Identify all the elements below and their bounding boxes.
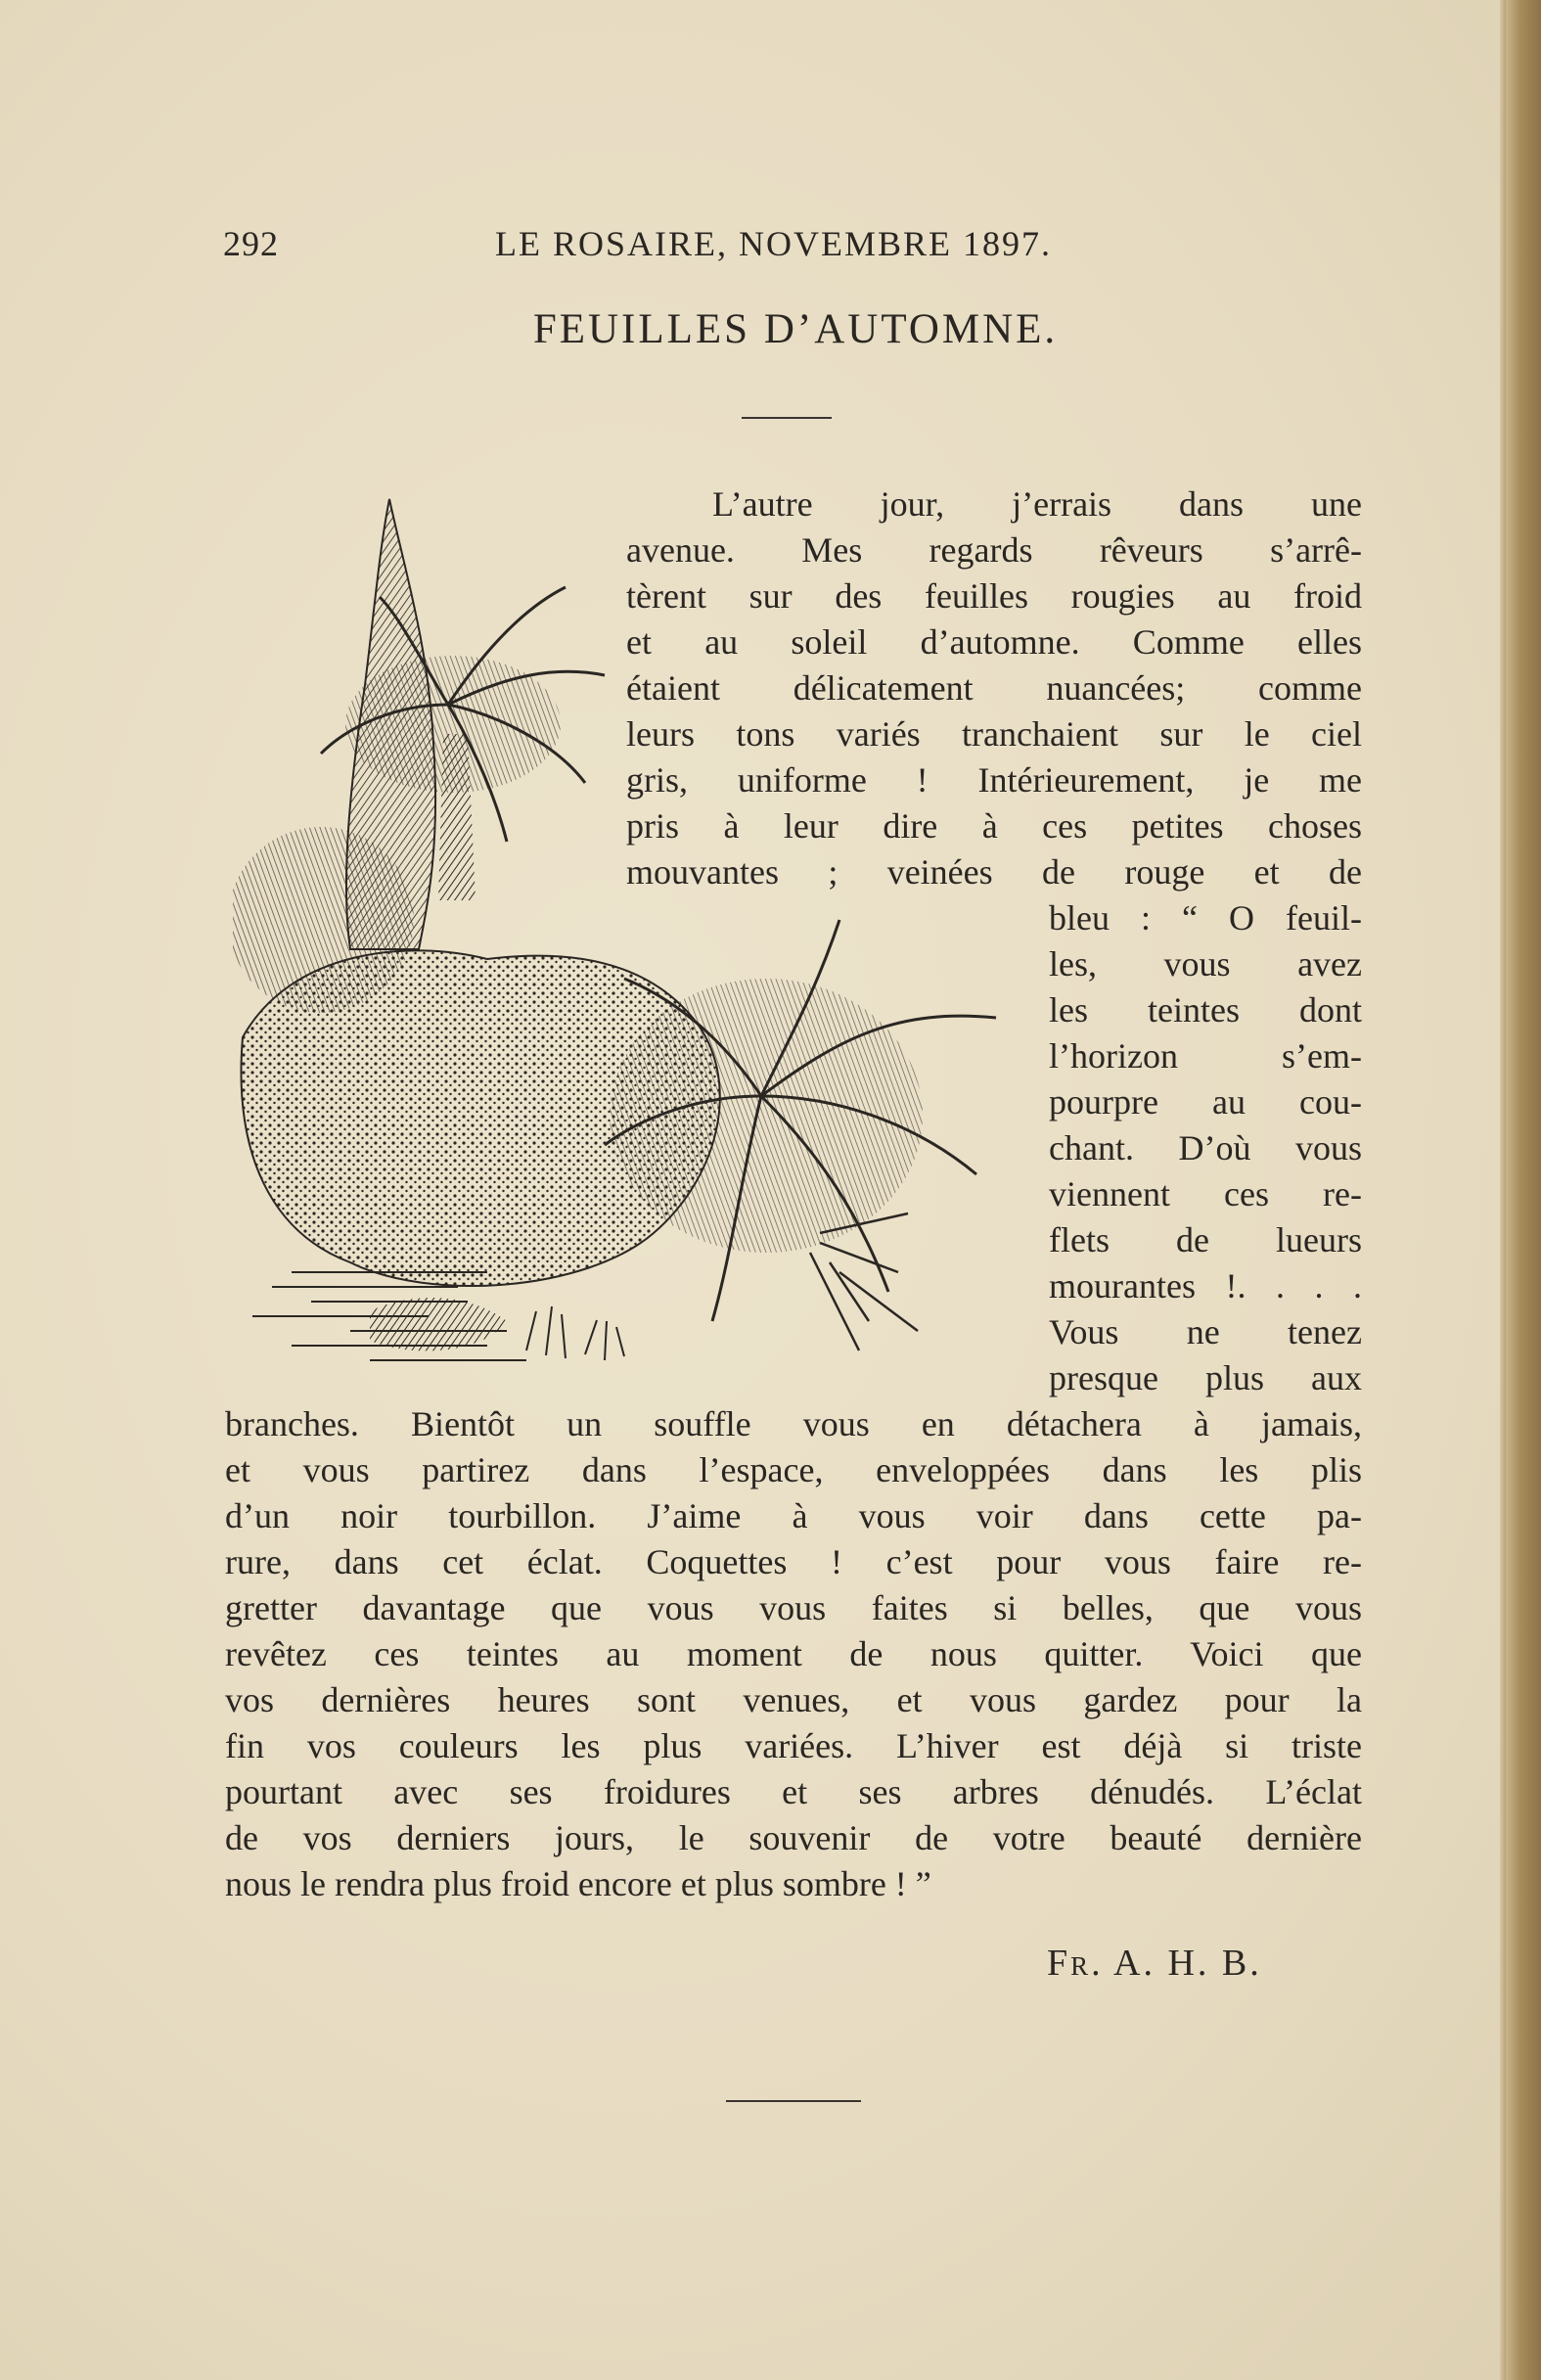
text-line: pris à leur dire à ces petites choses — [626, 806, 1362, 846]
text-line: étaient délicatement nuancées; comme — [626, 668, 1362, 708]
page-number: 292 — [223, 224, 279, 263]
text-line: bleu : “ O feuil- — [1049, 898, 1362, 938]
text-line: l’horizon s’em- — [1049, 1036, 1362, 1076]
title-rule — [742, 417, 832, 419]
text-line: viennent ces re- — [1049, 1174, 1362, 1213]
text-line: les, vous avez — [1049, 944, 1362, 984]
text-line: mourantes !. . . . — [1049, 1266, 1362, 1305]
text-line: gretter davantage que vous vous faites si belles, que vous — [225, 1588, 1362, 1627]
closing-rule — [726, 2100, 861, 2102]
text-line: gris, uniforme ! Intérieurement, je me — [626, 760, 1362, 800]
text-line: tèrent sur des feuilles rougies au froid — [626, 576, 1362, 616]
text-line: flets de lueurs — [1049, 1220, 1362, 1259]
text-line: rure, dans cet éclat. Coquettes ! c’est pour vous faire re- — [225, 1542, 1362, 1581]
text-line: fin vos couleurs les plus variées. L’hiver est déjà si triste — [225, 1726, 1362, 1765]
text-line: pourtant avec ses froidures et ses arbres dénudés. L’éclat — [225, 1772, 1362, 1811]
article-title: FEUILLES D’AUTOMNE. — [532, 306, 1059, 352]
running-title: LE ROSAIRE, NOVEMBRE 1897. — [495, 224, 1053, 263]
text-line: les teintes dont — [1049, 990, 1362, 1030]
book-spine-edge — [1506, 0, 1541, 2380]
text-line: leurs tons variés tranchaient sur le ciel — [626, 714, 1362, 754]
text-line: revêtez ces teintes au moment de nous quitter. Voici que — [225, 1634, 1362, 1673]
text-line: branches. Bientôt un souffle vous en détachera à jamais, — [225, 1404, 1362, 1443]
text-line: chant. D’où vous — [1049, 1128, 1362, 1167]
text-line: presque plus aux — [1049, 1358, 1362, 1397]
text-line: pourpre au cou- — [1049, 1082, 1362, 1121]
text-line: L’autre jour, j’errais dans une — [712, 484, 1362, 524]
text-line: et vous partirez dans l’espace, enveloppées dans les plis — [225, 1450, 1362, 1489]
author-signature: Fr. A. H. B. — [1047, 1943, 1262, 1984]
text-line: Vous ne tenez — [1049, 1312, 1362, 1351]
text-line: mouvantes ; veinées de rouge et de — [626, 852, 1362, 892]
text-line: de vos derniers jours, le souvenir de votre beauté dernière — [225, 1818, 1362, 1857]
text-line: avenue. Mes regards rêveurs s’arrê- — [626, 530, 1362, 570]
text-line: et au soleil d’automne. Comme elles — [626, 622, 1362, 662]
text-line: d’un noir tourbillon. J’aime à vous voir dans cette pa- — [225, 1496, 1362, 1535]
text-line: nous le rendra plus froid encore et plus sombre ! ” — [225, 1864, 931, 1903]
text-line: vos dernières heures sont venues, et vous gardez pour la — [225, 1680, 1362, 1719]
